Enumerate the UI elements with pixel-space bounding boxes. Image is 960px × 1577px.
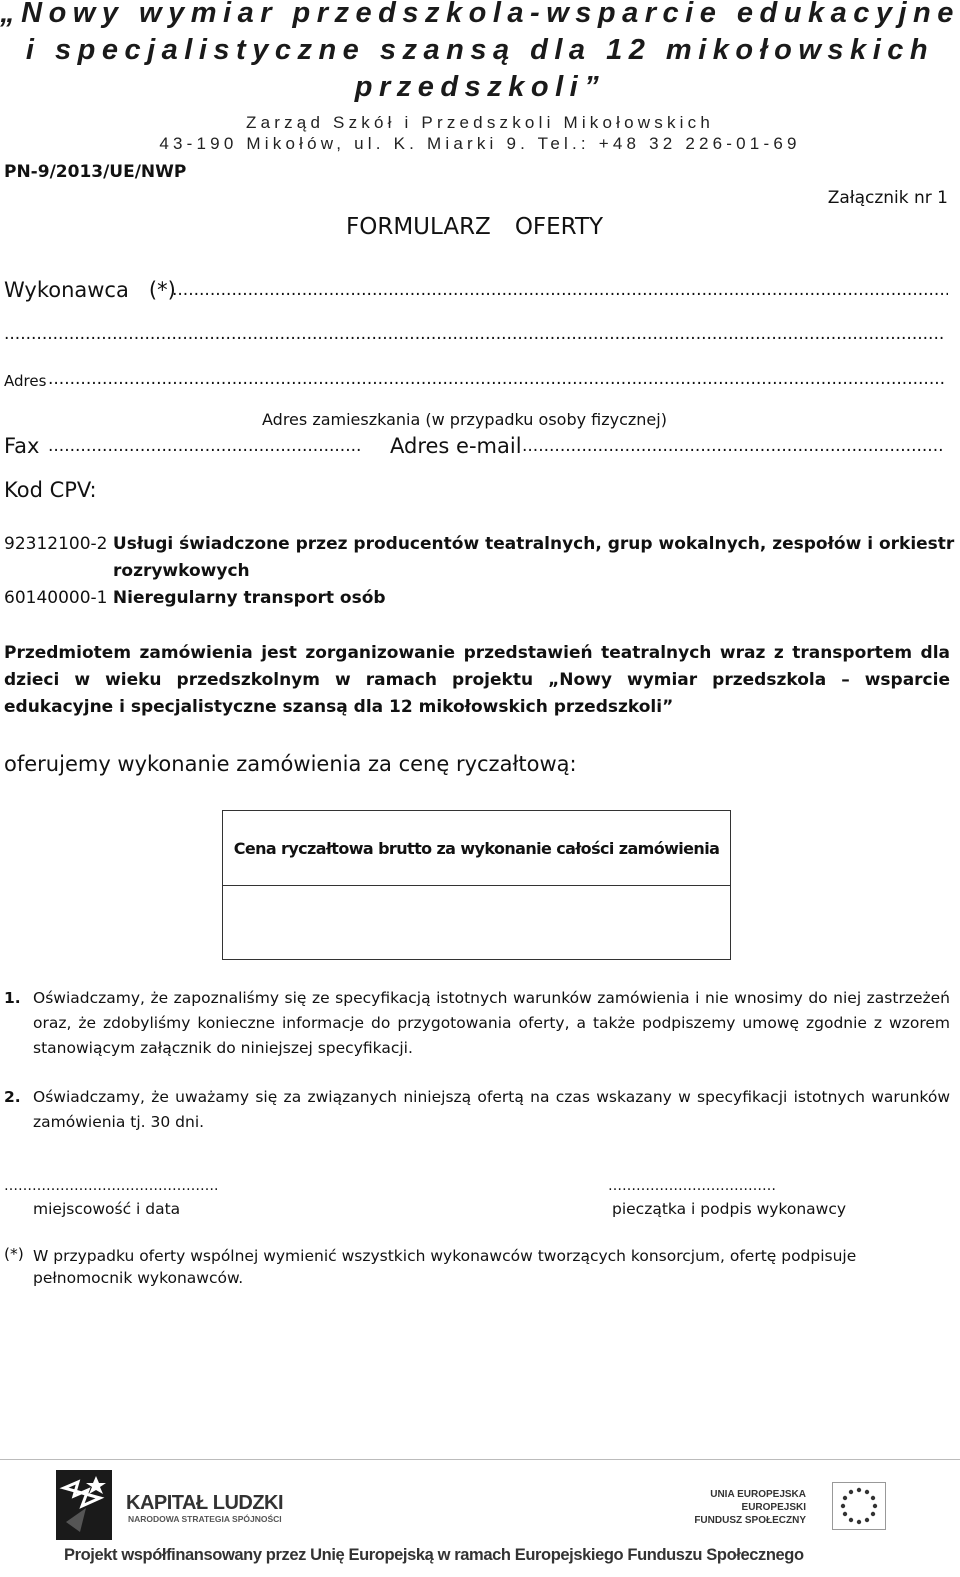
- project-title-line-1: „Nowy wymiar przedszkola-wsparcie edukacyjne: [0, 0, 960, 29]
- project-title-line-3: przedszkoli”: [354, 71, 606, 103]
- kapital-ludzki-logo-text: KAPITAŁ LUDZKI: [126, 1492, 284, 1514]
- eu-flag-icon: [832, 1482, 886, 1530]
- cpv-code: 60140000-1: [4, 588, 108, 608]
- project-title-line-2: i specjalistyczne szansą dla 12 mikołowskich: [25, 34, 935, 66]
- cpv-description: Nieregularny transport osób: [112, 588, 386, 608]
- place-date-field[interactable]: ……………………………………….: [4, 1178, 219, 1194]
- contractor-marker: (*): [148, 278, 176, 302]
- form-title-part-1: FORMULARZ: [346, 214, 491, 240]
- signature-label: pieczątka i podpis wykonawcy: [612, 1200, 847, 1218]
- address-note: Adres zamieszkania (w przypadku osoby fizycznej): [262, 410, 667, 429]
- organization-address: 43-190 Mikołów, ul. K. Miarki 9. Tel.: +48 32 226-01-69: [159, 134, 801, 153]
- eu-logo-text: UNIA EUROPEJSKA EUROPEJSKI FUNDUSZ SPOŁECZNY: [694, 1489, 806, 1526]
- email-label: Adres e-mail: [390, 434, 522, 458]
- contractor-label: Wykonawca (*): [4, 278, 176, 302]
- cpv-code: 92312100-2: [4, 534, 108, 554]
- contractor-field[interactable]: [172, 280, 948, 300]
- declaration-text: Oświadczamy, że zapoznaliśmy się ze specyfikacją istotnych warunków zamówienia i nie wnosimy do niej zastrzeżeń oraz, że zdobyliśmy konieczne informacje do przygotowania oferty, a także podpiszemy umowę zgodnie z wzorem stanowiącym załącznik do niniejszej specyfikacji.: [33, 989, 950, 1057]
- kapital-ludzki-logo-subtitle: NARODOWA STRATEGIA SPÓJNOŚCI: [128, 1514, 282, 1524]
- address-field[interactable]: [48, 369, 944, 389]
- price-input-cell[interactable]: [223, 886, 730, 960]
- kapital-ludzki-logo-icon: [56, 1470, 112, 1540]
- signature-field[interactable]: ………………………………: [608, 1178, 776, 1194]
- order-subject: Przedmiotem zamówienia jest zorganizowanie przedstawień teatralnych wraz z transportem dla dzieci w wieku przedszkolnym w ramach projektu „Nowy wymiar przedszkola – wsparcie edukacyjne i specjalistyczne szansą dla 12 mikołowskich przedszkoli”: [4, 643, 950, 717]
- declaration-number: 1.: [4, 989, 21, 1007]
- cpv-label: Kod CPV:: [4, 478, 97, 502]
- contractor-field-line-2[interactable]: [4, 324, 944, 344]
- address-label: Adres: [4, 372, 47, 390]
- declaration-1: [4, 986, 950, 1061]
- attachment-label: Załącznik nr 1: [827, 188, 948, 208]
- email-field[interactable]: [522, 436, 944, 456]
- cpv-code-1: [4, 534, 954, 554]
- offer-intro: oferujemy wykonanie zamówienia za cenę ryczałtową:: [4, 752, 577, 776]
- cpv-code-2: [4, 588, 386, 608]
- footnote-marker: (*): [4, 1245, 24, 1263]
- form-title-part-2: OFERTY: [514, 214, 604, 240]
- cpv-description-cont: rozrywkowych: [113, 561, 250, 581]
- fax-label: Fax: [4, 434, 40, 458]
- price-table-header: Cena ryczałtowa brutto za wykonanie całości zamówienia: [223, 811, 730, 886]
- reference-number: PN-9/2013/UE/NWP: [4, 162, 187, 182]
- price-table: [222, 810, 731, 960]
- place-date-label: miejscowość i data: [33, 1200, 181, 1218]
- organization-name: Zarząd Szkół i Przedszkoli Mikołowskich: [246, 113, 714, 132]
- declaration-number: 2.: [4, 1088, 21, 1106]
- declaration-2: [4, 1085, 950, 1135]
- form-title: [346, 214, 603, 240]
- cofinance-statement: Projekt współfinansowany przez Unię Europejską w ramach Europejskiego Funduszu Społecznego: [64, 1546, 804, 1564]
- footnote-text: W przypadku oferty wspólnej wymienić wszystkich wykonawców tworzących konsorcjum, ofertę podpisuje pełnomocnik wykonawców.: [33, 1247, 857, 1287]
- footer-divider: [0, 1459, 960, 1460]
- declaration-text: Oświadczamy, że uważamy się za związanych niniejszą ofertą na czas wskazany w specyfikacji istotnych warunków zamówienia tj. 30 dni.: [33, 1088, 950, 1131]
- fax-field[interactable]: [48, 436, 361, 456]
- cpv-description: Usługi świadczone przez producentów teatralnych, grup wokalnych, zespołów i orkiestr: [112, 534, 955, 554]
